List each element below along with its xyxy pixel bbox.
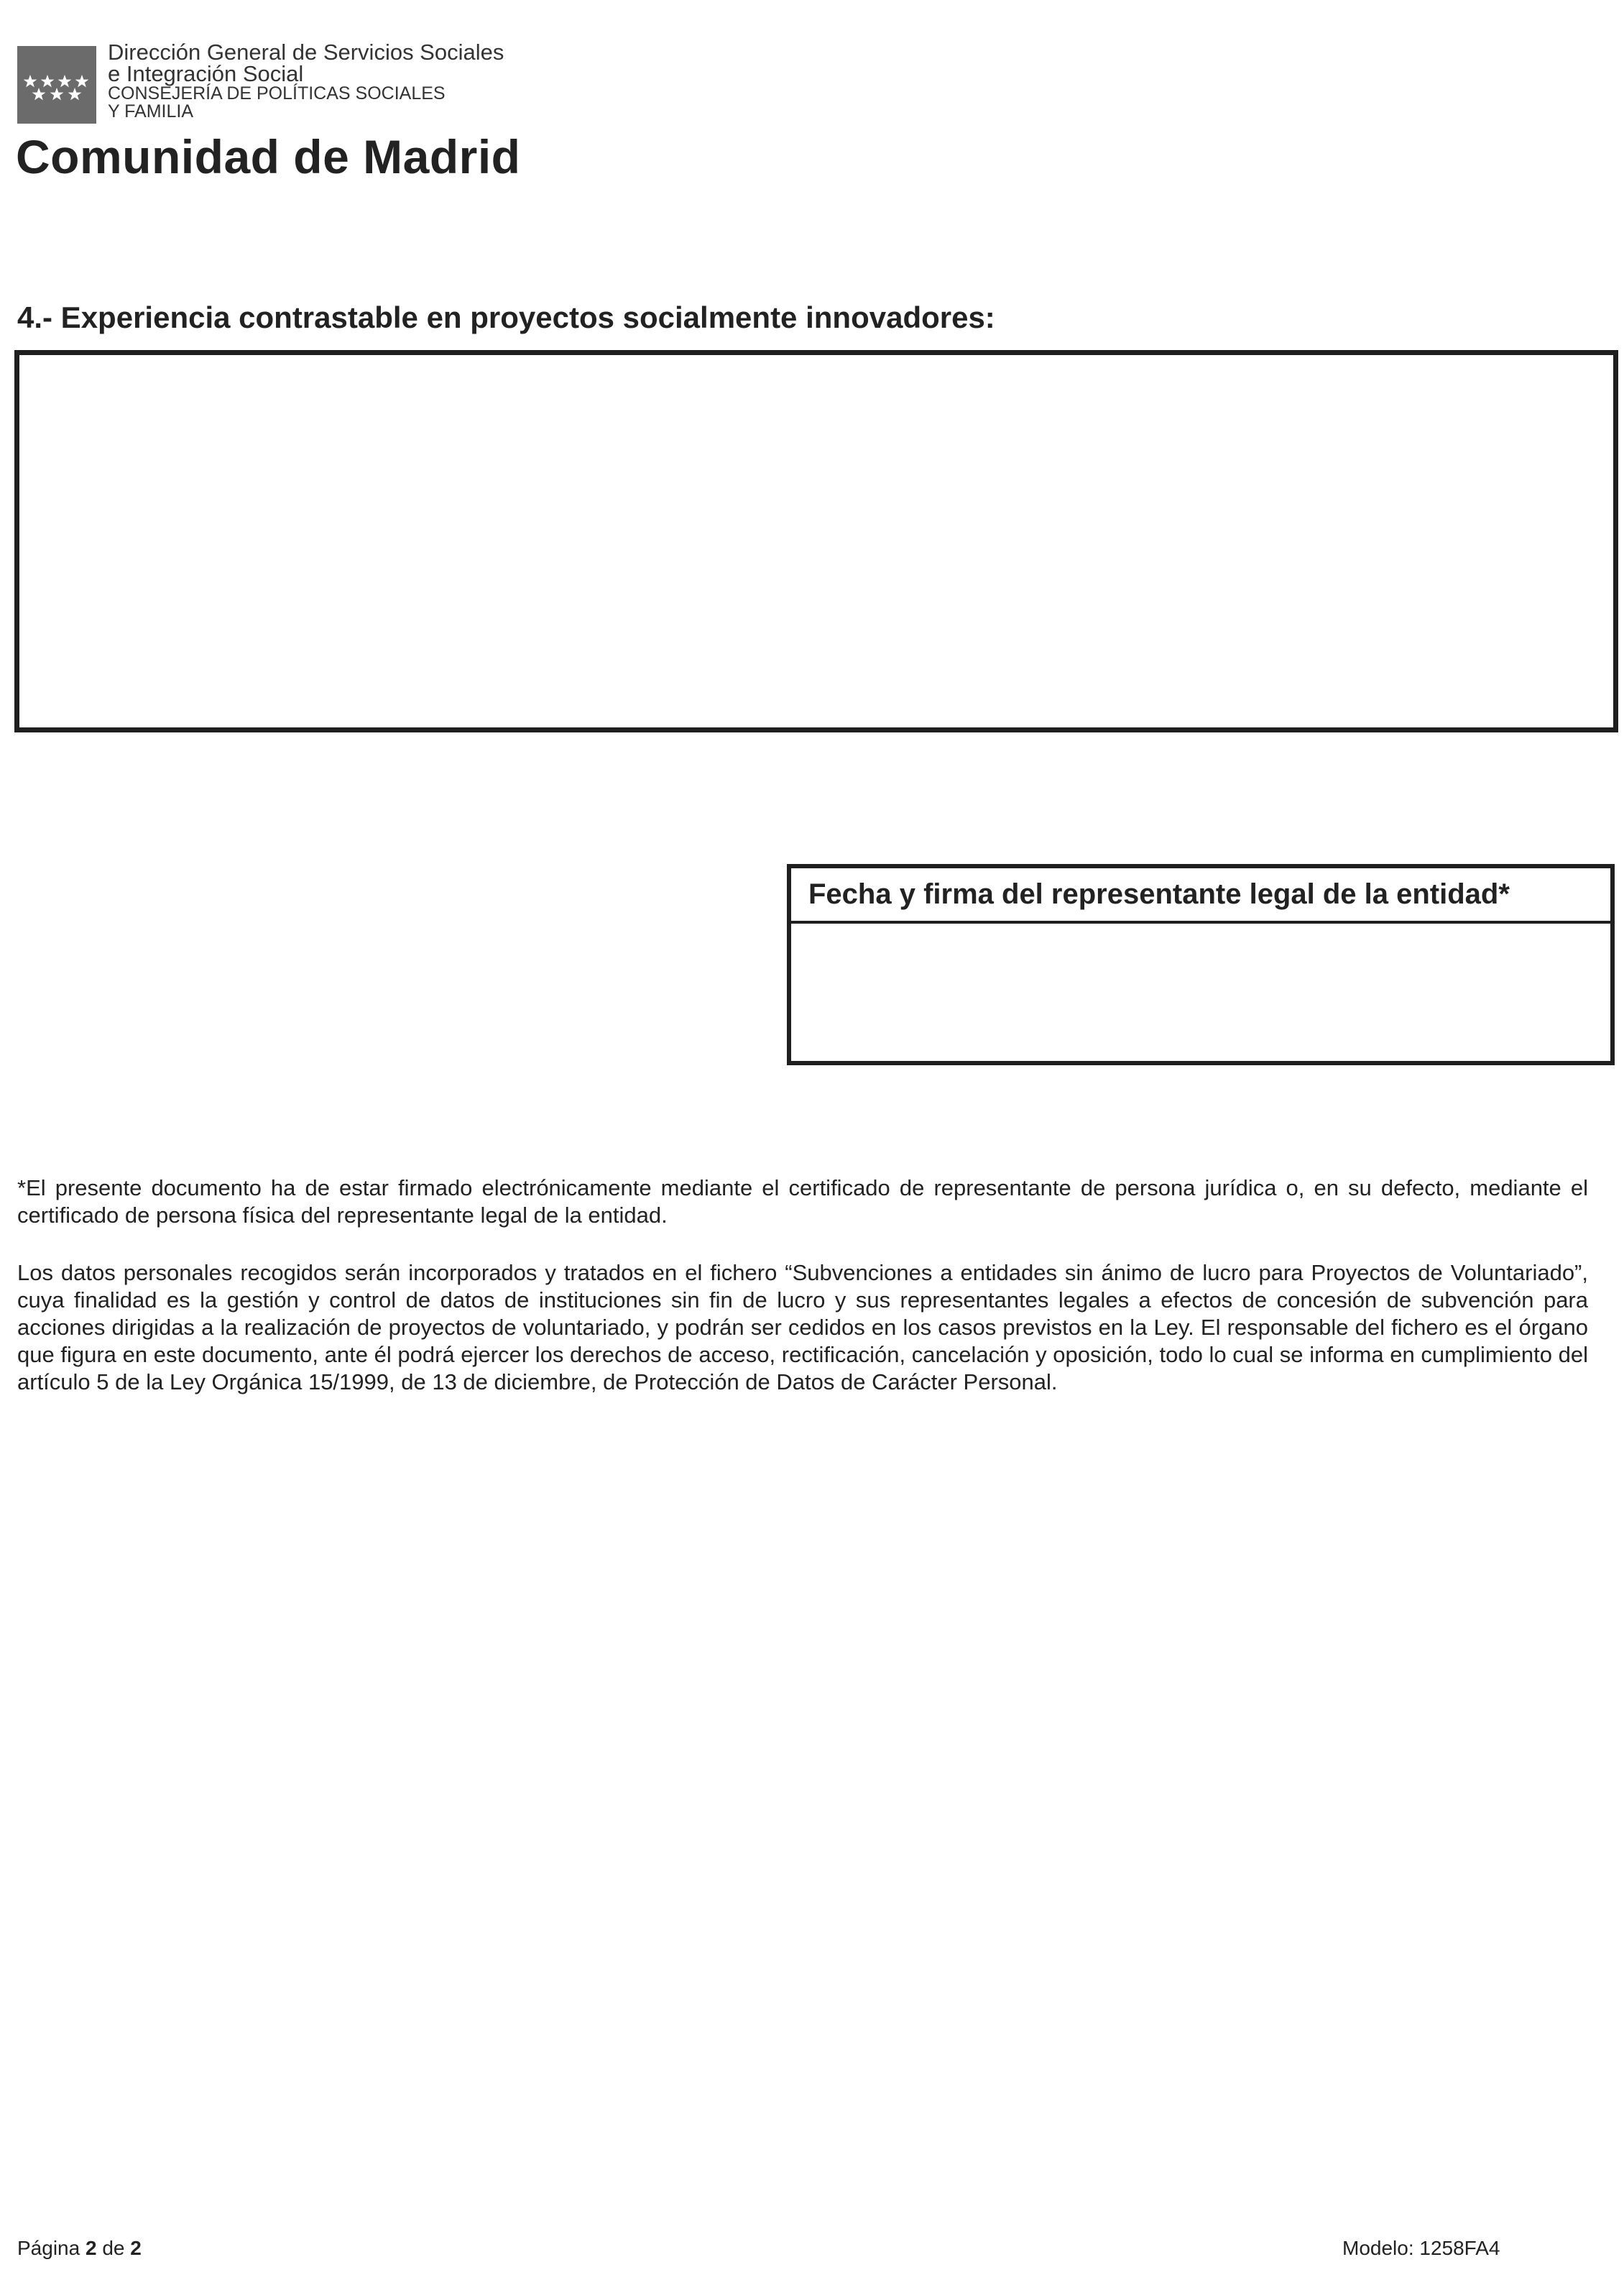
page-total: 2 [130, 2237, 142, 2259]
section-title: 4.- Experiencia contrastable en proyectos socialmente innovadores: [17, 300, 995, 334]
star-icon [58, 75, 72, 87]
dept-line-4: Y FAMILIA [108, 101, 194, 121]
signature-header [791, 868, 1610, 924]
model-code: Modelo: 1258FA4 [1342, 2237, 1500, 2259]
star-icon [50, 88, 64, 100]
stars-icon [17, 46, 96, 124]
page-sep: de [102, 2237, 125, 2259]
star-icon [68, 88, 82, 100]
star-icon [75, 75, 89, 87]
department-block [108, 42, 611, 121]
star-icon [41, 75, 55, 87]
experience-text-field[interactable] [14, 350, 1618, 732]
page-prefix: Página [17, 2237, 80, 2259]
dept-line-3: CONSEJERÍA DE POLÍTICAS SOCIALES [108, 83, 446, 104]
page-current: 2 [85, 2237, 97, 2259]
dept-line-2: e Integración Social [108, 61, 304, 86]
privacy-notice: Los datos personales recogidos serán incorporados y tratados en el fichero “Subvenciones a entidades sin ánimo de lucro para Proyectos de Voluntariado”, cuya finalidad es la gestión y control de datos de instituciones sin fin de lucro y sus representantes legales a efectos de concesión de subvención para acciones dirigidas a la realización de proyectos de voluntariado, y podrán ser cedidos en los casos previstos en la Ley. El responsable del fichero es el órgano que figura en este documento, ante él podrá ejercer los derechos de acceso, rectificación, cancelación y oposición, todo lo cual se informa en cumplimiento del artículo 5 de la Ley Orgánica 15/1999, de 13 de diciembre, de Protección de Datos de Carácter Personal. [17, 1260, 1588, 1394]
signature-box [787, 864, 1615, 1065]
star-icon [24, 75, 37, 87]
signature-field[interactable] [791, 924, 1610, 1061]
star-icon [32, 88, 46, 100]
region-flag-logo [17, 46, 96, 124]
brand-name: Comunidad de Madrid [16, 130, 521, 183]
dept-line-1: Dirección General de Servicios Sociales [108, 40, 504, 65]
signature-note: *El presente documento ha de estar firmado electrónicamente mediante el certificado de representante de persona jurídica o, en su defecto, mediante el certificado de persona física del representante legal de la entidad. [17, 1175, 1588, 1228]
page-indicator [17, 2237, 142, 2260]
signature-label: Fecha y firma del representante legal de la entidad* [808, 878, 1510, 910]
